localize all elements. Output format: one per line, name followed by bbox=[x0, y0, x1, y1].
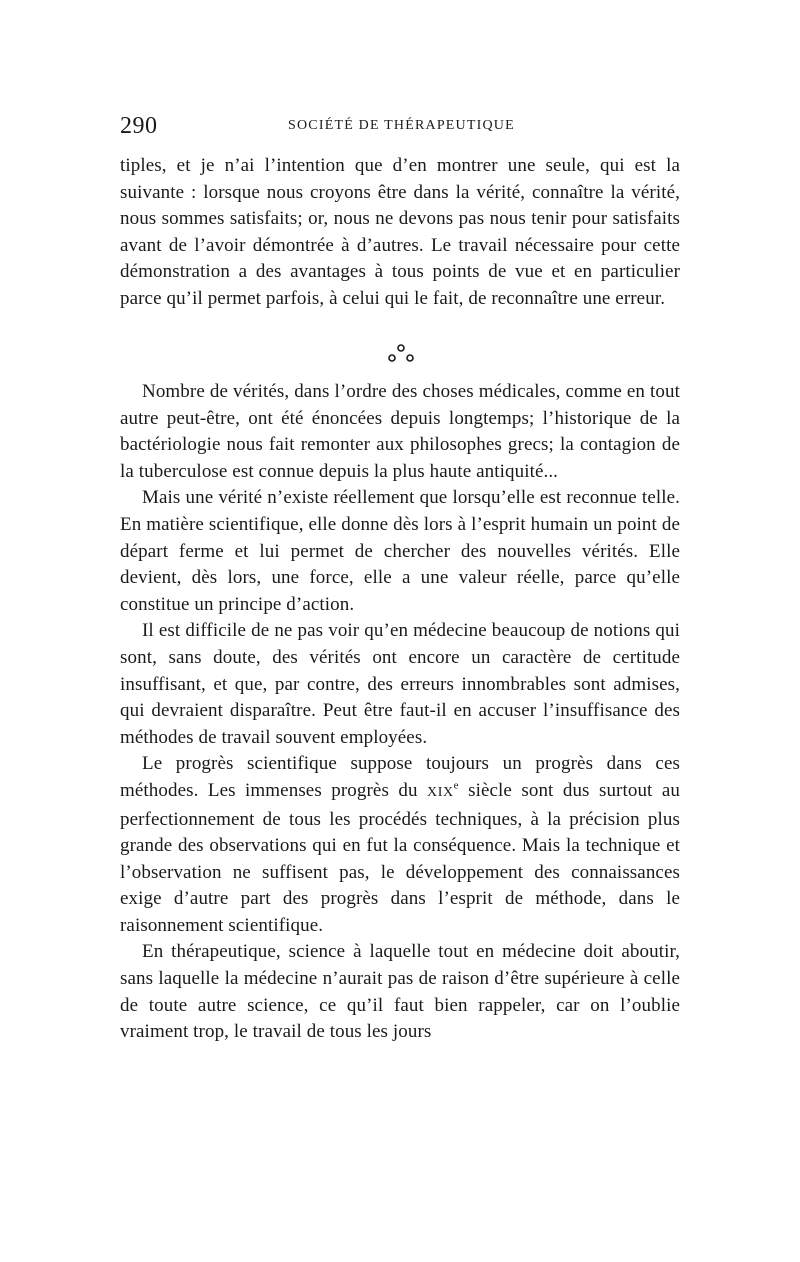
asterism-icon bbox=[386, 343, 416, 365]
text-block-top bbox=[120, 153, 680, 313]
paragraph-progres bbox=[120, 751, 680, 939]
century-superscript: e bbox=[453, 779, 459, 792]
text-block-main bbox=[120, 379, 680, 1046]
paragraph-continuation: tiples, et je n’ai l’intention que d’en montrer une seule, qui est la suivante : lorsque nous croyons être dans la vérité, connaître la vérité, nous sommes satisfaits; or, nous ne devons pas nous tenir pour satisfaits avant de l’avoir démontrée à d’autres. Le travail nécessaire pour cette démonstration a des avantages à tous points de vue et en particulier parce qu’il permet parfois, à celui qui le fait, de reconnaître une erreur. bbox=[120, 155, 680, 309]
paragraph-verite-reconnue: Mais une vérité n’existe réellement que lorsqu’elle est reconnue telle. En matière scientifique, elle donne dès lors à l’esprit humain un point de départ ferme et lui permet de chercher des nouvelles vérités. Elle devient, dès lors, une force, elle a une valeur réelle, parce qu’elle constitue un principe d’action. bbox=[120, 487, 680, 615]
page-number: 290 bbox=[120, 113, 158, 139]
paragraph-therapeutique: En thérapeutique, science à laquelle tout en médecine doit aboutir, sans laquelle la médecine n’aurait pas de raison d’être supérieure à celle de toute autre science, ce qu’il faut bien rappeler, car on l’oublie vraiment trop, le travail de tous les jours bbox=[120, 941, 680, 1043]
paragraph-verites: Nombre de vérités, dans l’ordre des choses médicales, comme en tout autre peut-être, ont été énoncées depuis longtemps; l’historique de la bactériologie nous fait remonter aux philosophes grecs; la contagion de la tuberculose est connue depuis la plus haute antiquité... bbox=[120, 381, 680, 482]
paragraph-notions: Il est difficile de ne pas voir qu’en médecine beaucoup de notions qui sont, sans doute, des vérités ont encore un caractère de certitude insuffisant, et que, par contre, des erreurs innombrables sont admises, qui devraient disparaître. Peut être faut-il en accuser l’insuffisance des méthodes de travail souvent employées. bbox=[120, 620, 680, 748]
century-numeral: XIX bbox=[426, 784, 454, 800]
running-title: SOCIÉTÉ DE THÉRAPEUTIQUE bbox=[288, 118, 515, 133]
progres-text-end: siècle sont dus surtout au perfectionnement de tous les procédés techniques, à la précision plus grande des observations qui en fut la conséquence. Mais la technique et l’observation ne suffisent pas, le développement des connaissances exige d’autre part des progrès dans l’esprit de méthode, dans le raisonnement scientifique. bbox=[120, 779, 680, 936]
progres-text-start: Le progrès scientifique suppose toujours un progrès dans ces méthodes. Les immenses progrès du bbox=[120, 753, 680, 801]
page-header bbox=[120, 112, 680, 144]
